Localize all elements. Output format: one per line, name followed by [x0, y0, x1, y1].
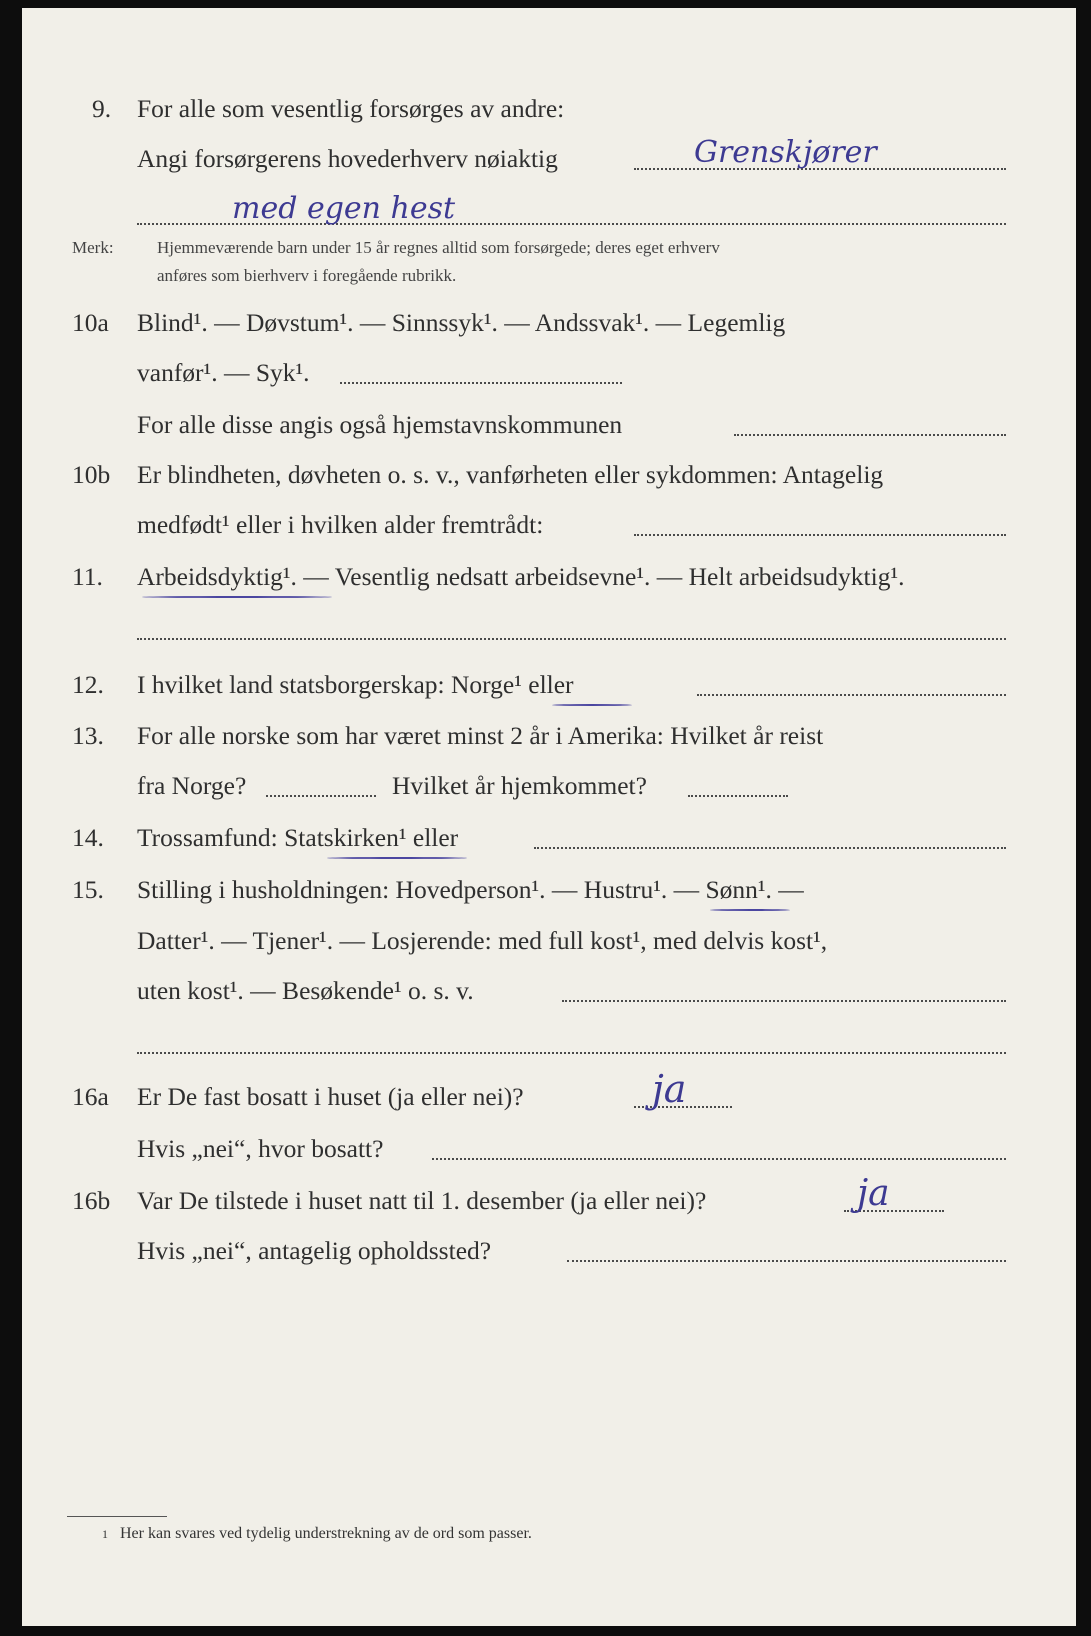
- q13-dotted-line-1: [266, 795, 376, 797]
- q12-line-1: I hvilket land statsborgerskap: Norge¹ eller: [137, 670, 574, 699]
- q11-line-1: Arbeidsdyktig¹. — Vesentlig nedsatt arbeidsevne¹. — Helt arbeidsudyktig¹.: [137, 562, 905, 591]
- q15-dotted-line-1: [562, 1000, 1006, 1002]
- q9-handwritten-answer-2: med egen hest: [232, 191, 456, 226]
- q16a-line-1: Er De fast bosatt i huset (ja eller nei)?: [137, 1082, 524, 1111]
- q10b-number: 10b: [72, 460, 111, 489]
- q9-line-2: Angi forsørgerens hovederhverv nøiaktig: [137, 144, 558, 173]
- q12-number: 12.: [72, 670, 104, 699]
- q11-handwritten-underline: [142, 596, 332, 598]
- q10a-number: 10a: [72, 308, 109, 337]
- q10a-line-2: vanfør¹. — Syk¹.: [137, 358, 310, 387]
- q10a-line-1: Blind¹. — Døvstum¹. — Sinnssyk¹. — Andssvak¹. — Legemlig: [137, 308, 786, 337]
- q16b-line-1: Var De tilstede i huset natt til 1. desember (ja eller nei)?: [137, 1186, 707, 1215]
- q13-line-1: For alle norske som har været minst 2 år i Amerika: Hvilket år reist: [137, 721, 824, 750]
- q11-dotted-line: [137, 638, 1006, 640]
- q16b-line-2: Hvis „nei“, antagelig opholdssted?: [137, 1236, 492, 1265]
- q15-line-1: Stilling i husholdningen: Hovedperson¹. — Hustru¹. — Sønn¹. —: [137, 875, 804, 904]
- footnote-rule: [67, 1516, 167, 1517]
- q11-number: 11.: [72, 562, 103, 591]
- q12-dotted-line: [697, 694, 1006, 696]
- q10a-dotted-line-2: [734, 434, 1006, 436]
- q13-line-2b: Hvilket år hjemkommet?: [392, 771, 647, 800]
- q15-number: 15.: [72, 875, 104, 904]
- merk-label: Merk:: [72, 238, 114, 257]
- q9-number: 9.: [92, 94, 112, 123]
- q16b-dotted-line-2: [567, 1260, 1006, 1262]
- q15-dotted-line-2: [137, 1052, 1006, 1054]
- footnote-mark: 1: [102, 1527, 108, 1541]
- q9-line-1: For alle som vesentlig forsørges av andre:: [137, 94, 565, 123]
- q10a-line-3: For alle disse angis også hjemstavnskommunen: [137, 410, 623, 439]
- merk-line-2: anføres som bierhverv i foregående rubrikk.: [157, 266, 457, 285]
- footnote-text: Her kan svares ved tydelig understrekning av de ord som passer.: [120, 1525, 532, 1542]
- q16a-handwritten-answer: ja: [652, 1067, 687, 1111]
- q14-handwritten-underline: [327, 857, 467, 859]
- q13-number: 13.: [72, 721, 104, 750]
- q15-line-2: Datter¹. — Tjener¹. — Losjerende: med full kost¹, med delvis kost¹,: [137, 926, 828, 955]
- q16b-number: 16b: [72, 1186, 111, 1215]
- q16a-number: 16a: [72, 1082, 109, 1111]
- q14-number: 14.: [72, 823, 104, 852]
- q10b-line-1: Er blindheten, døvheten o. s. v., vanførheten eller sykdommen: Antagelig: [137, 460, 884, 489]
- census-form-page: [22, 8, 1076, 1626]
- q9-handwritten-answer-1: Grenskjører: [694, 135, 877, 170]
- q14-dotted-line: [534, 847, 1006, 849]
- q13-dotted-line-2: [688, 795, 788, 797]
- q15-line-3: uten kost¹. — Besøkende¹ o. s. v.: [137, 976, 474, 1005]
- q10a-dotted-line-1: [340, 382, 622, 384]
- merk-line-1: Hjemmeværende barn under 15 år regnes alltid som forsørgede; deres eget erhverv: [157, 238, 720, 257]
- q14-line-1: Trossamfund: Statskirken¹ eller: [137, 823, 459, 852]
- q12-handwritten-underline: [552, 704, 632, 706]
- q16a-line-2: Hvis „nei“, hvor bosatt?: [137, 1134, 384, 1163]
- q16b-handwritten-answer: ja: [857, 1173, 890, 1214]
- q16a-dotted-line-2: [432, 1158, 1006, 1160]
- q10b-dotted-line: [634, 534, 1006, 536]
- q10b-line-2: medfødt¹ eller i hvilken alder fremtrådt:: [137, 510, 544, 539]
- q15-handwritten-underline: [710, 909, 790, 911]
- q13-line-2a: fra Norge?: [137, 771, 247, 800]
